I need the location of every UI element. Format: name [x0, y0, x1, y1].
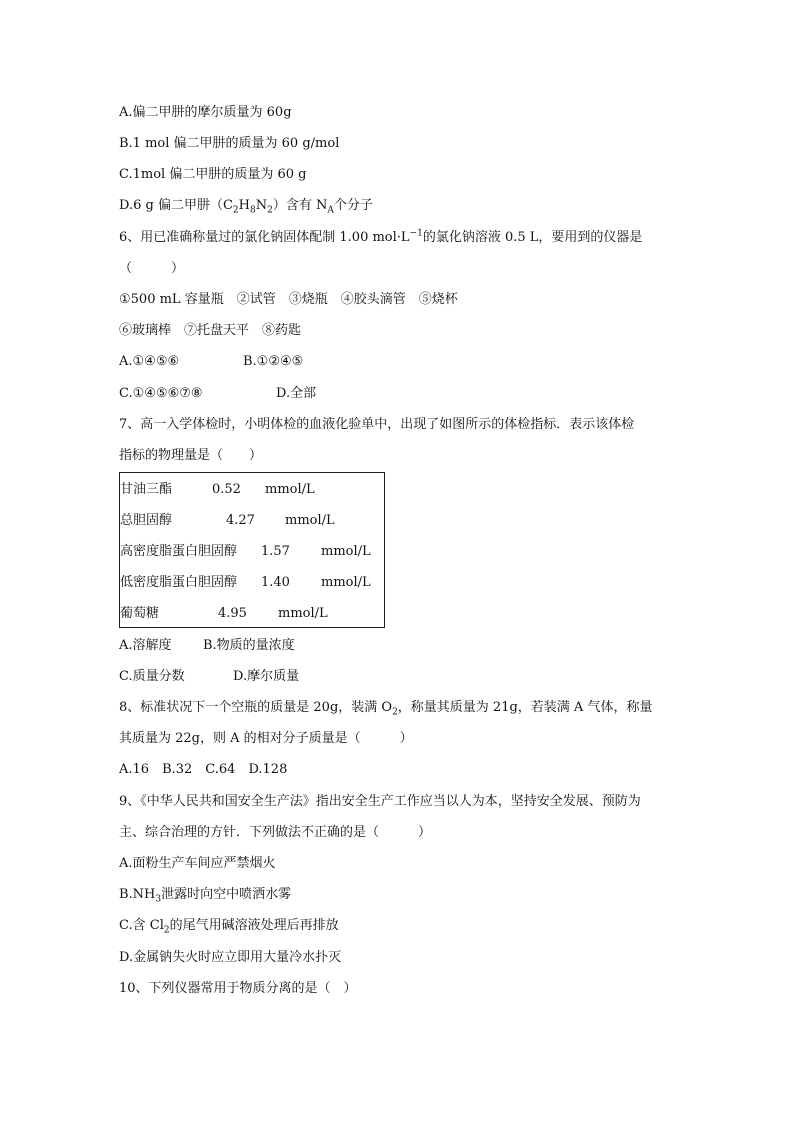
q8-stem-post: ，称量其质量为 21g，若装满 A 气体，称量 [397, 700, 653, 715]
q9-b-sub: 3 [155, 894, 162, 905]
q6-stem-pre: 6、用已准确称量过的氯化钠固体配制 1.00 mol·L [119, 230, 410, 245]
q6-option-c: C.①④⑤⑥⑦⑧ [119, 386, 203, 401]
lab-item-name: 低密度脂蛋白胆固醇 [120, 575, 238, 590]
q7-stem-line2: 指标的物理量是（ ） [119, 448, 263, 463]
lab-item-name: 高密度脂蛋白胆固醇 [120, 544, 238, 559]
q9-option-c [119, 917, 339, 935]
q9-option-a: A.面粉生产车间应严禁烟火 [119, 856, 276, 871]
q5-d-sub1: 2 [232, 205, 239, 216]
q6-option-d: D.全部 [276, 386, 317, 401]
q6-items-line2: ⑥玻璃棒 ⑦托盘天平 ⑧药匙 [119, 323, 302, 338]
q5-d-sub3: 2 [267, 205, 273, 216]
lab-item-unit: mmol/L [265, 482, 315, 497]
q9-b-post: 泄露时向空中喷洒水雾 [161, 887, 292, 902]
q6-stem-line2: （ ） [119, 261, 185, 276]
lab-item-value: 1.40 [261, 575, 290, 590]
lab-result-table [119, 472, 385, 628]
q5-option-a: A.偏二甲肼的摩尔质量为 60g [119, 105, 292, 120]
lab-item-value: 1.57 [261, 544, 290, 559]
q8-stem-sub: 2 [392, 707, 398, 718]
q10-stem: 10、下列仪器常用于物质分离的是（ ） [119, 981, 357, 996]
q5-d-pre: D.6 g 偏二甲肼（C [119, 198, 233, 213]
q6-option-b: B.①②④⑤ [243, 354, 304, 369]
q6-option-a: A.①④⑤⑥ [119, 354, 180, 369]
q7-option-a: A.溶解度 [119, 638, 172, 653]
q8-stem-line2: 其质量为 22g，则 A 的相对分子质量是（ ） [119, 731, 413, 746]
q9-c-pre: C.含 Cl [119, 918, 164, 933]
lab-item-name: 葡萄糖 [120, 606, 160, 621]
lab-item-name: 总胆固醇 [120, 513, 173, 528]
q9-option-d: D.金属钠失火时应立即用大量冷水扑灭 [119, 950, 342, 965]
q5-option-c: C.1mol 偏二甲肼的质量为 60 g [119, 167, 307, 182]
lab-item-unit: mmol/L [278, 606, 328, 621]
q7-option-c: C.质量分数 [119, 669, 185, 684]
q5-d-n: N [255, 198, 268, 213]
q6-stem-post: 的氯化钠溶液 0.5 L，要用到的仪器是 [422, 230, 643, 245]
q5-option-d [119, 197, 373, 215]
q6-stem-line1 [119, 229, 642, 247]
lab-item-unit: mmol/L [321, 575, 371, 590]
q6-stem-sup: −1 [409, 228, 423, 239]
lab-item-value: 4.27 [226, 513, 255, 528]
q5-d-post: 个分子 [333, 198, 373, 213]
q5-option-b: B.1 mol 偏二甲肼的质量为 60 g/mol [119, 136, 340, 151]
lab-item-value: 0.52 [212, 482, 241, 497]
q9-stem-line2: 主、综合治理的方针．下列做法不正确的是（ ） [119, 825, 432, 840]
q6-items-line1: ①500 mL 容量瓶 ②试管 ③烧瓶 ④胶头滴管 ⑤烧杯 [119, 292, 458, 307]
q5-d-sub2: 8 [249, 205, 256, 216]
q7-option-d: D.摩尔质量 [233, 669, 300, 684]
q9-option-b [119, 886, 291, 904]
q5-d-mid: ）含有 N [272, 198, 328, 213]
lab-item-name: 甘油三酯 [120, 482, 173, 497]
q8-options: A.16 B.32 C.64 D.128 [119, 762, 288, 777]
q8-stem-line1 [119, 699, 652, 717]
lab-item-unit: mmol/L [285, 513, 335, 528]
q7-option-b: B.物质的量浓度 [203, 638, 295, 653]
q9-c-sub: 2 [163, 925, 170, 936]
lab-item-value: 4.95 [218, 606, 247, 621]
q7-stem-line1: 7、高一入学体检时，小明体检的血液化验单中，出现了如图所示的体检指标．表示该体检 [119, 417, 635, 432]
q5-d-sub4: A [327, 205, 334, 216]
q8-stem-pre: 8、标准状况下一个空瓶的质量是 20g，装满 O [119, 700, 393, 715]
lab-item-unit: mmol/L [321, 544, 371, 559]
q9-b-pre: B.NH [119, 887, 156, 902]
q5-d-h: H [238, 198, 250, 213]
q9-c-post: 的尾气用碱溶液处理后再排放 [169, 918, 339, 933]
q9-stem-line1: 9、《中华人民共和国安全生产法》指出安全生产工作应当以人为本，坚持安全发展、预防为 [119, 794, 641, 809]
